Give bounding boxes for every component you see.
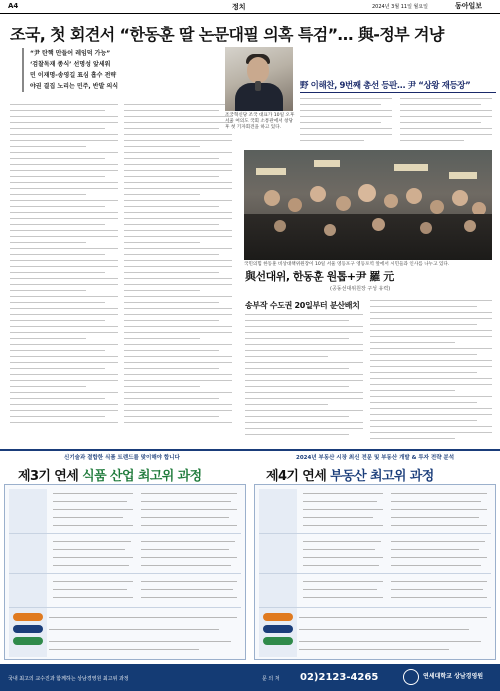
university-name: 연세대학교 상남경영원 <box>423 673 484 680</box>
inquiry-label: 문 의 처 <box>262 676 280 682</box>
article-body-right-1 <box>300 98 392 146</box>
ad-footer <box>0 664 500 691</box>
article-body-lower-right <box>370 300 492 444</box>
sub-headline: 野 이해찬, 9번째 총선 등판… 尹 “상왕 재등장” <box>300 81 471 91</box>
ad-right-tag: 2024년 부동산 시장 최신 전문 및 부동산 개발 & 투자 전략 분석 <box>296 455 455 461</box>
article-body-left <box>10 104 118 428</box>
photo-crowd <box>244 150 492 260</box>
deck-line: “尹 탄핵 만들어 레임덕 가능” <box>30 50 111 57</box>
section-name: 정치 <box>232 3 246 11</box>
deck-line: ‘검찰독재 종식’ 선명성 앞세워 <box>30 61 111 68</box>
rule <box>300 92 496 93</box>
headline-2: 與선대위, 한동훈 원톱+尹 羅 元 <box>245 270 394 283</box>
headline-deck <box>22 48 172 92</box>
photo-caption: 조국혁신당 조국 대표가 10일 오후 서울 여의도 국회 소통관에서 창당 후 첫 기자회견을 하고 있다. <box>225 113 295 130</box>
masthead <box>0 0 500 14</box>
ad-left-title: 제3기 연세 식품 산업 최고위 과정 <box>18 469 202 484</box>
ad-header <box>0 451 500 483</box>
headline-3: 송부작 수도권 20일부터 분산배치 <box>245 301 360 310</box>
ad-right-title: 제4기 연세 부동산 최고위 과정 <box>266 469 434 484</box>
page-number: A4 <box>8 2 19 10</box>
footer-text: 국내 최고의 교수진과 함께하는 상남경영원 최고위 과정 <box>8 676 129 682</box>
ad-left-panel <box>4 484 246 660</box>
article-body-lower-mid <box>245 314 363 440</box>
headline-2-sub: (공동선대위원장 구성 유력) <box>330 286 391 292</box>
photo-cho-kuk <box>225 47 293 111</box>
ad-right-panel <box>254 484 496 660</box>
paper-name: 동아일보 <box>455 2 483 10</box>
article-body-center <box>124 104 232 428</box>
contact-phone: 02)2123-4265 <box>300 672 379 683</box>
deck-line: 야권 결집 노리는 민주, 반발 의식 <box>30 83 119 90</box>
ad-left-tag: 신기술과 결합한 식품 트렌드를 맞이해야 합니다 <box>64 455 180 461</box>
main-headline: 조국, 첫 회견서 “한동훈 딸 논문대필 의혹 특검”… 與-정부 겨냥 <box>10 25 444 44</box>
issue-date: 2024년 3월 11일 월요일 <box>372 4 429 10</box>
deck-line: 민 이재명-송영길 표심 흡수 전략 <box>30 72 117 79</box>
article-body-right-2 <box>400 98 492 146</box>
crowd-caption: 국민의힘 한동훈 비상대책위원장이 10일 서울 영등포구 영등포역 앞에서 시민들과 인사를 나누고 있다. <box>244 262 450 267</box>
university-logo <box>403 669 419 685</box>
